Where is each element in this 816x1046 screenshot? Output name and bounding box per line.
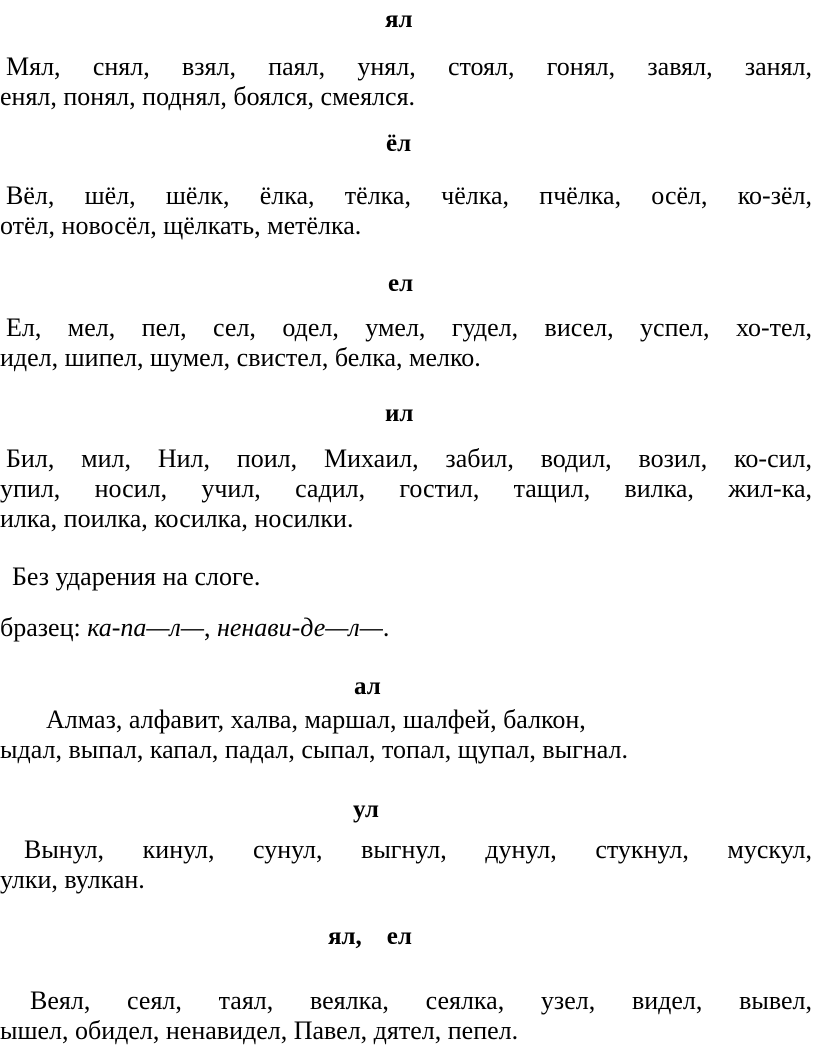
text-line: ышел, обидел, ненавидел, Павел, дятел, пепел.	[0, 1016, 519, 1045]
example-line	[0, 613, 389, 643]
example-separator: ,	[203, 613, 217, 642]
example-prefix: бразец:	[0, 613, 88, 642]
section-heading-el: ел	[388, 270, 414, 297]
section-heading-yol: ёл	[386, 130, 412, 157]
text-line: Мял, снял, взял, паял, унял, стоял, гонял, завял, занял,	[6, 52, 812, 81]
text-line: илка, поилка, косилка, носилки.	[0, 504, 354, 533]
section-heading-yal-el: ял, ел	[328, 923, 412, 950]
section-heading-al: ал	[354, 673, 381, 700]
example-word-2: ненави-де—л—	[216, 613, 383, 642]
example-word-1: ка-па—л—	[87, 613, 204, 642]
text-line: Бил, мил, Нил, поил, Михаил, забил, водил, возил, ко-сил,	[6, 444, 812, 473]
text-line: Вынул, кинул, сунул, выгнул, дунул, стукнул, мускул,	[24, 835, 812, 864]
text-line: улки, вулкан.	[0, 865, 145, 894]
text-line: упил, носил, учил, садил, гостил, тащил, вилка, жил-ка,	[0, 474, 812, 503]
text-line: Алмаз, алфавит, халва, маршал, шалфей, балкон,	[46, 705, 586, 734]
section-heading-yal: ял	[385, 6, 413, 33]
section-heading-ul: ул	[353, 796, 379, 823]
example-end: .	[382, 613, 390, 642]
text-line: идел, шипел, шумел, свистел, белка, мелко.	[0, 343, 481, 372]
note-text: Без ударения на слоге.	[12, 562, 261, 591]
text-line: ыдал, выпал, капал, падал, сыпал, топал, щупал, выгнал.	[0, 735, 628, 764]
text-line: Вёл, шёл, шёлк, ёлка, тёлка, чёлка, пчёлка, осёл, ко-зёл,	[6, 181, 812, 210]
text-line: енял, понял, поднял, боялся, смеялся.	[0, 82, 416, 111]
section-heading-il: ил	[385, 400, 414, 427]
text-line: Ел, мел, пел, сел, одел, умел, гудел, висел, успел, хо-тел,	[6, 313, 812, 342]
text-line: Веял, сеял, таял, веялка, сеялка, узел, видел, вывел,	[30, 986, 812, 1015]
text-line: отёл, новосёл, щёлкать, метёлка.	[0, 211, 362, 240]
